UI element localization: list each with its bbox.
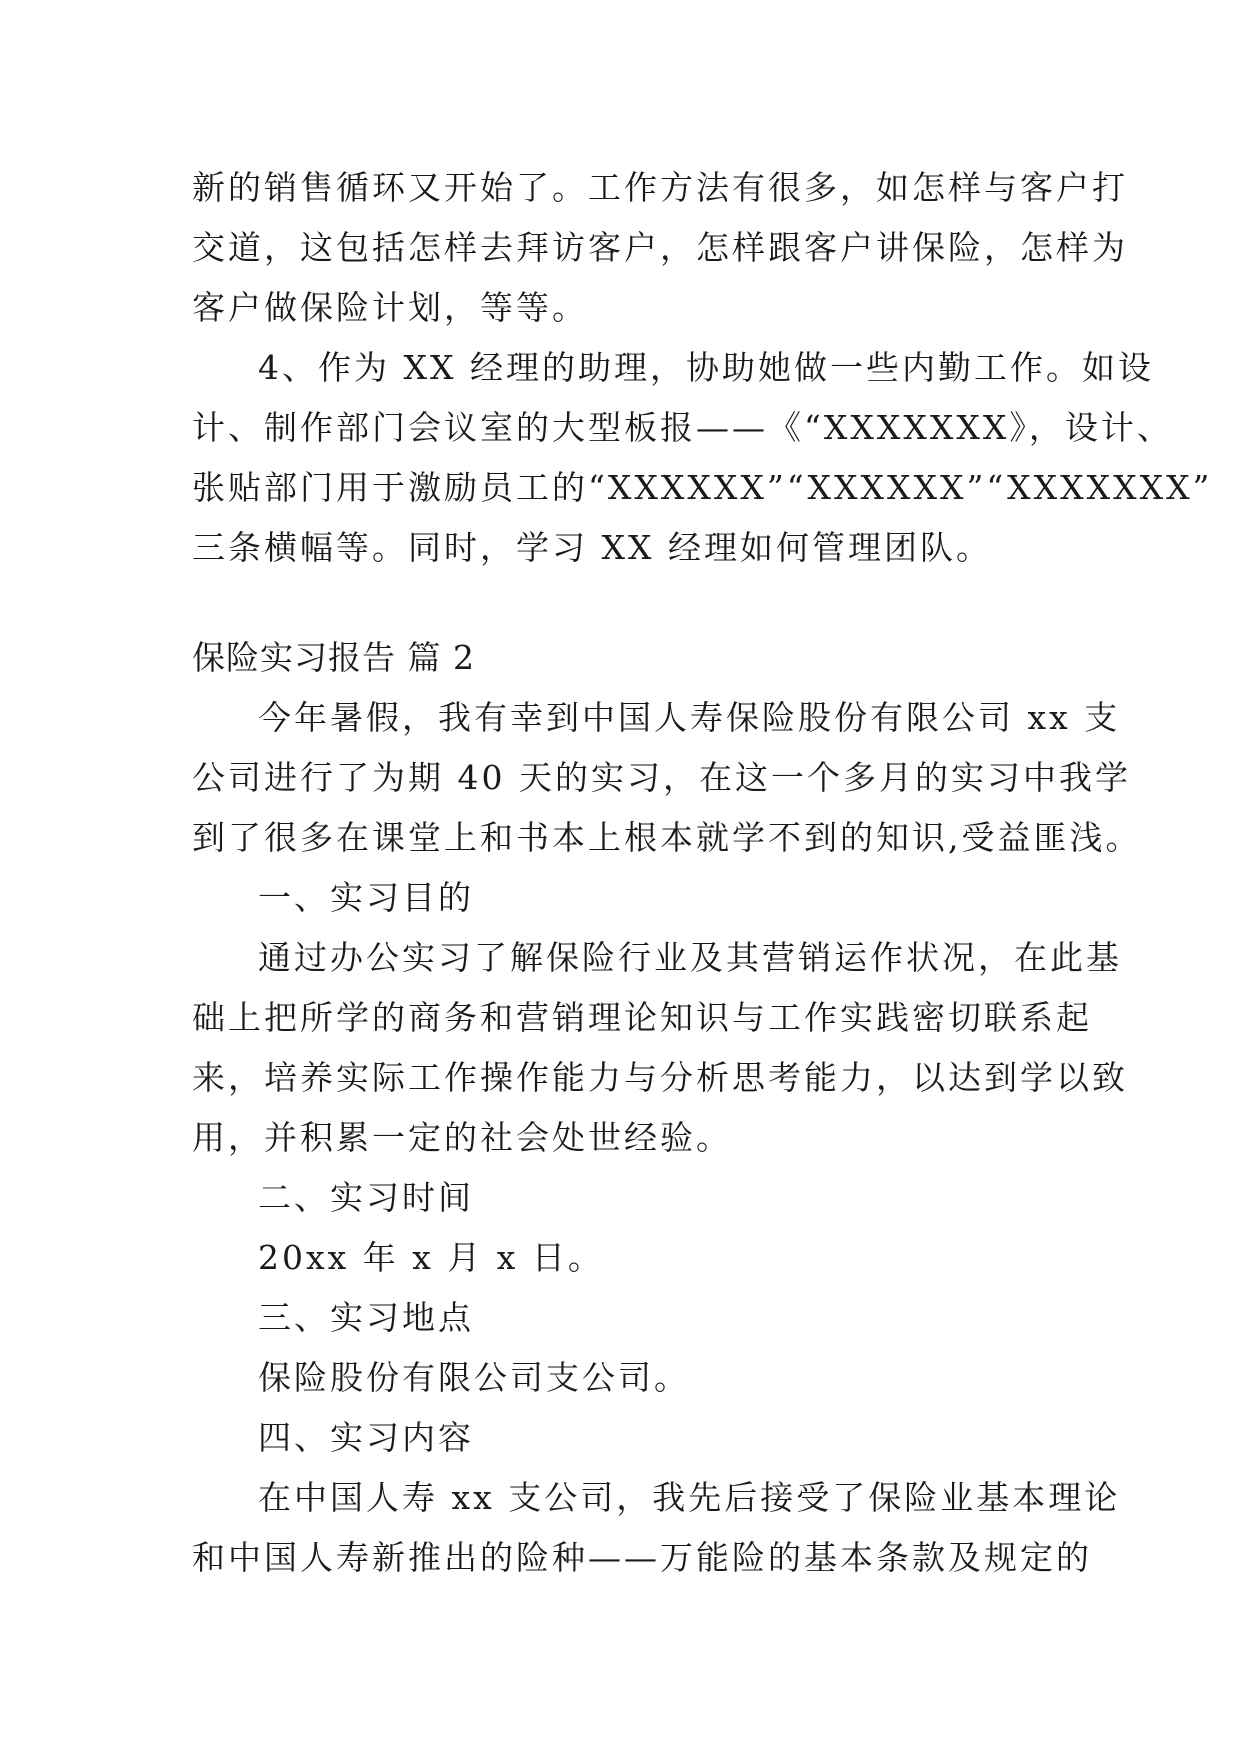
section-gap xyxy=(192,578,1052,628)
paragraph-line: 在中国人寿 xx 支公司，我先后接受了保险业基本理论 xyxy=(258,1478,1121,1517)
paragraph-line: 用，并积累一定的社会处世经验。 xyxy=(192,1118,732,1157)
paragraph-line: 础上把所学的商务和营销理论知识与工作实践密切联系起 xyxy=(192,998,1092,1037)
section-title: 保险实习报告 篇 2 xyxy=(192,638,475,677)
paragraph-line: 来，培养实际工作操作能力与分析思考能力，以达到学以致 xyxy=(192,1058,1128,1097)
paragraph-line: 张贴部门用于激励员工的“XXXXXX”“XXXXXX”“XXXXXXX” xyxy=(192,468,1213,507)
paragraph-line: 今年暑假，我有幸到中国人寿保险股份有限公司 xx 支 xyxy=(258,698,1121,737)
paragraph-line: 计、制作部门会议室的大型板报——《“XXXXXXX》，设计、 xyxy=(192,408,1173,447)
paragraph-line: 新的销售循环又开始了。工作方法有很多，如怎样与客户打 xyxy=(192,168,1128,207)
document-body xyxy=(192,158,1213,1588)
paragraph-line: 4、作为 XX 经理的助理，协助她做一些内勤工作。如设 xyxy=(258,348,1154,387)
section-heading: 二、实习时间 xyxy=(258,1178,474,1217)
paragraph-line: 通过办公实习了解保险行业及其营销运作状况，在此基 xyxy=(258,938,1122,977)
paragraph-line: 三条横幅等。同时，学习 XX 经理如何管理团队。 xyxy=(192,528,992,567)
paragraph-line: 和中国人寿新推出的险种——万能险的基本条款及规定的 xyxy=(192,1538,1092,1577)
paragraph-line: 客户做保险计划，等等。 xyxy=(192,288,588,327)
section-heading: 三、实习地点 xyxy=(258,1298,474,1337)
section-heading: 四、实习内容 xyxy=(258,1418,474,1457)
paragraph-line: 20xx 年 x 月 x 日。 xyxy=(258,1238,604,1277)
paragraph-line: 公司进行了为期 40 天的实习，在这一个多月的实习中我学 xyxy=(192,758,1131,797)
paragraph-line: 交道，这包括怎样去拜访客户，怎样跟客户讲保险，怎样为 xyxy=(192,228,1128,267)
section-heading: 一、实习目的 xyxy=(258,878,474,917)
paragraph-line: 到了很多在课堂上和书本上根本就学不到的知识,受益匪浅。 xyxy=(192,818,1142,857)
paragraph-line: 保险股份有限公司支公司。 xyxy=(258,1358,690,1397)
